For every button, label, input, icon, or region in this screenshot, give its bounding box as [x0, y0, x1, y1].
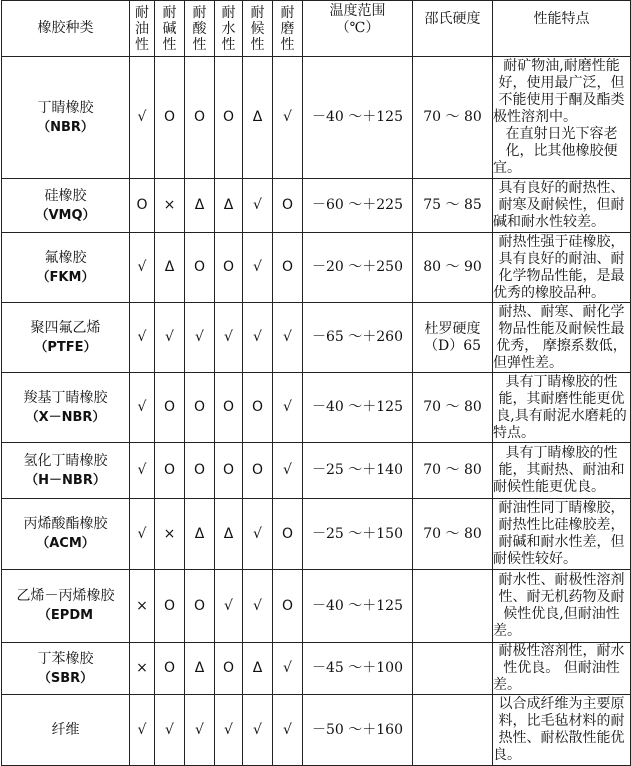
water-resistance-cell: O — [215, 57, 243, 179]
weather-resistance-cell: O — [243, 373, 273, 443]
rubber-name-cell: 丙烯酸酯橡胶 （ACM） — [2, 499, 130, 570]
alkali-resistance-cell: √ — [155, 695, 185, 766]
water-resistance-cell: √ — [215, 695, 243, 766]
table-row — [2, 695, 631, 766]
weather-resistance-cell: √ — [243, 233, 273, 303]
wear-resistance-cell: √ — [273, 373, 303, 443]
weather-resistance-cell: √ — [243, 303, 273, 373]
features-cell: 耐油性同丁睛橡胶，耐热性比硅橡胶差，耐碱和耐水性差，但耐候性较好。 — [493, 499, 631, 570]
acid-resistance-cell: √ — [185, 695, 215, 766]
oil-resistance-cell: √ — [130, 373, 155, 443]
alkali-resistance-cell: O — [155, 57, 185, 179]
shore-hardness-cell: 70 ～ 80 — [413, 57, 493, 179]
oil-resistance-cell: √ — [130, 443, 155, 499]
shore-hardness-cell: 70 ～ 80 — [413, 443, 493, 499]
features-cell: 以合成纤维为主要原料，比毛毡材料的耐热性、耐松散性能优良。 — [493, 695, 631, 766]
header-temperature-range: 温度范围 （℃） — [303, 1, 413, 57]
rubber-name-cell: 纤维 — [2, 695, 130, 766]
temperature-range-cell: －45 ～＋100 — [303, 643, 413, 695]
rubber-name-cell: 羧基丁睛橡胶 （X－NBR） — [2, 373, 130, 443]
temperature-range-cell: －65 ～＋260 — [303, 303, 413, 373]
oil-resistance-cell: × — [130, 570, 155, 643]
alkali-resistance-cell: Δ — [155, 233, 185, 303]
features-cell: 具有丁睛橡胶的性能，其耐热、耐油和耐候性能更优良。 — [493, 443, 631, 499]
water-resistance-cell: O — [215, 643, 243, 695]
shore-hardness-cell — [413, 643, 493, 695]
table-row — [2, 303, 631, 373]
temperature-range-cell: －60 ～＋225 — [303, 179, 413, 233]
features-cell: 耐矿物油,耐磨性能好，使用最广泛，但不能使用于酮及酯类极性溶剂中。 在直射日光下容老化，比其他橡胶便宜。 — [493, 57, 631, 179]
oil-resistance-cell: × — [130, 643, 155, 695]
rubber-name-cell: 氟橡胶 （FKM） — [2, 233, 130, 303]
shore-hardness-cell — [413, 695, 493, 766]
acid-resistance-cell: O — [185, 57, 215, 179]
shore-hardness-cell: 75 ～ 85 — [413, 179, 493, 233]
wear-resistance-cell: √ — [273, 643, 303, 695]
oil-resistance-cell: √ — [130, 233, 155, 303]
table-row — [2, 499, 631, 570]
weather-resistance-cell: √ — [243, 499, 273, 570]
water-resistance-cell: O — [215, 443, 243, 499]
alkali-resistance-cell: O — [155, 643, 185, 695]
weather-resistance-cell: √ — [243, 179, 273, 233]
shore-hardness-cell: 70 ～ 80 — [413, 373, 493, 443]
rubber-name-cell: 硅橡胶 （VMQ） — [2, 179, 130, 233]
wear-resistance-cell: √ — [273, 57, 303, 179]
oil-resistance-cell: √ — [130, 499, 155, 570]
features-cell: 耐热、耐寒、耐化学物品性能及耐候性最优秀， 摩擦系数低，但弹性差。 — [493, 303, 631, 373]
wear-resistance-cell: O — [273, 499, 303, 570]
acid-resistance-cell: O — [185, 233, 215, 303]
temperature-range-cell: －25 ～＋140 — [303, 443, 413, 499]
water-resistance-cell: O — [215, 373, 243, 443]
wear-resistance-cell: √ — [273, 695, 303, 766]
features-cell: 具有丁睛橡胶的性能，其耐磨性能更优良,具有耐泥水磨耗的特点。 — [493, 373, 631, 443]
header-oil-resistance: 耐 油 性 — [130, 1, 155, 57]
alkali-resistance-cell: × — [155, 499, 185, 570]
features-cell: 耐极性溶剂性，耐水性优良。 但耐油性差。 — [493, 643, 631, 695]
table-row — [2, 373, 631, 443]
weather-resistance-cell: Δ — [243, 643, 273, 695]
weather-resistance-cell: √ — [243, 695, 273, 766]
table-row — [2, 443, 631, 499]
wear-resistance-cell: O — [273, 233, 303, 303]
header-rubber-type: 橡胶种类 — [2, 1, 130, 57]
acid-resistance-cell: O — [185, 570, 215, 643]
header-shore-hardness: 邵氏硬度 — [413, 1, 493, 57]
header-weather-resistance: 耐 候 性 — [243, 1, 273, 57]
wear-resistance-cell: √ — [273, 303, 303, 373]
wear-resistance-cell: O — [273, 179, 303, 233]
acid-resistance-cell: √ — [185, 303, 215, 373]
oil-resistance-cell: √ — [130, 57, 155, 179]
header-row — [2, 1, 631, 57]
acid-resistance-cell: Δ — [185, 179, 215, 233]
header-alkali-resistance: 耐 碱 性 — [155, 1, 185, 57]
rubber-properties-table — [1, 0, 631, 766]
weather-resistance-cell: √ — [243, 570, 273, 643]
shore-hardness-cell — [413, 570, 493, 643]
alkali-resistance-cell: √ — [155, 303, 185, 373]
water-resistance-cell: √ — [215, 570, 243, 643]
temperature-range-cell: －40 ～＋125 — [303, 373, 413, 443]
header-acid-resistance: 耐 酸 性 — [185, 1, 215, 57]
weather-resistance-cell: O — [243, 443, 273, 499]
water-resistance-cell: Δ — [215, 179, 243, 233]
rubber-name-cell: 丁苯橡胶 （SBR） — [2, 643, 130, 695]
wear-resistance-cell: √ — [273, 443, 303, 499]
table-row — [2, 179, 631, 233]
rubber-name-cell: 乙烯－丙烯橡胶 （EPDM — [2, 570, 130, 643]
temperature-range-cell: －25 ～＋150 — [303, 499, 413, 570]
temperature-range-cell: －20 ～＋250 — [303, 233, 413, 303]
alkali-resistance-cell: O — [155, 443, 185, 499]
header-wear-resistance: 耐 磨 性 — [273, 1, 303, 57]
acid-resistance-cell: O — [185, 373, 215, 443]
alkali-resistance-cell: O — [155, 373, 185, 443]
water-resistance-cell: O — [215, 233, 243, 303]
oil-resistance-cell: √ — [130, 695, 155, 766]
acid-resistance-cell: Δ — [185, 643, 215, 695]
features-cell: 耐水性、耐极性溶剂性、耐无机药物及耐候性优良,但耐油性差。 — [493, 570, 631, 643]
oil-resistance-cell: √ — [130, 303, 155, 373]
rubber-name-cell: 丁睛橡胶 （NBR） — [2, 57, 130, 179]
temperature-range-cell: －40 ～＋125 — [303, 570, 413, 643]
header-features: 性能特点 — [493, 1, 631, 57]
table-row — [2, 233, 631, 303]
shore-hardness-cell: 70 ～ 80 — [413, 499, 493, 570]
shore-hardness-cell: 杜罗硬度 （D）65 — [413, 303, 493, 373]
water-resistance-cell: Δ — [215, 499, 243, 570]
alkali-resistance-cell: × — [155, 179, 185, 233]
features-cell: 具有良好的耐热性、耐寒及耐候性，但耐碱和耐水性较差。 — [493, 179, 631, 233]
table-row — [2, 57, 631, 179]
wear-resistance-cell: O — [273, 570, 303, 643]
table-row — [2, 643, 631, 695]
features-cell: 耐热性强于硅橡胶，具有良好的耐油、耐化学物品性能，是最优秀的橡胶品种。 — [493, 233, 631, 303]
alkali-resistance-cell: O — [155, 570, 185, 643]
oil-resistance-cell: O — [130, 179, 155, 233]
water-resistance-cell: √ — [215, 303, 243, 373]
shore-hardness-cell: 80 ～ 90 — [413, 233, 493, 303]
temperature-range-cell: －40 ～＋125 — [303, 57, 413, 179]
rubber-name-cell: 聚四氟乙烯 （PTFE） — [2, 303, 130, 373]
rubber-name-cell: 氢化丁睛橡胶 （H－NBR） — [2, 443, 130, 499]
weather-resistance-cell: Δ — [243, 57, 273, 179]
header-water-resistance: 耐 水 性 — [215, 1, 243, 57]
acid-resistance-cell: O — [185, 443, 215, 499]
temperature-range-cell: －50 ～＋160 — [303, 695, 413, 766]
acid-resistance-cell: Δ — [185, 499, 215, 570]
table-row — [2, 570, 631, 643]
